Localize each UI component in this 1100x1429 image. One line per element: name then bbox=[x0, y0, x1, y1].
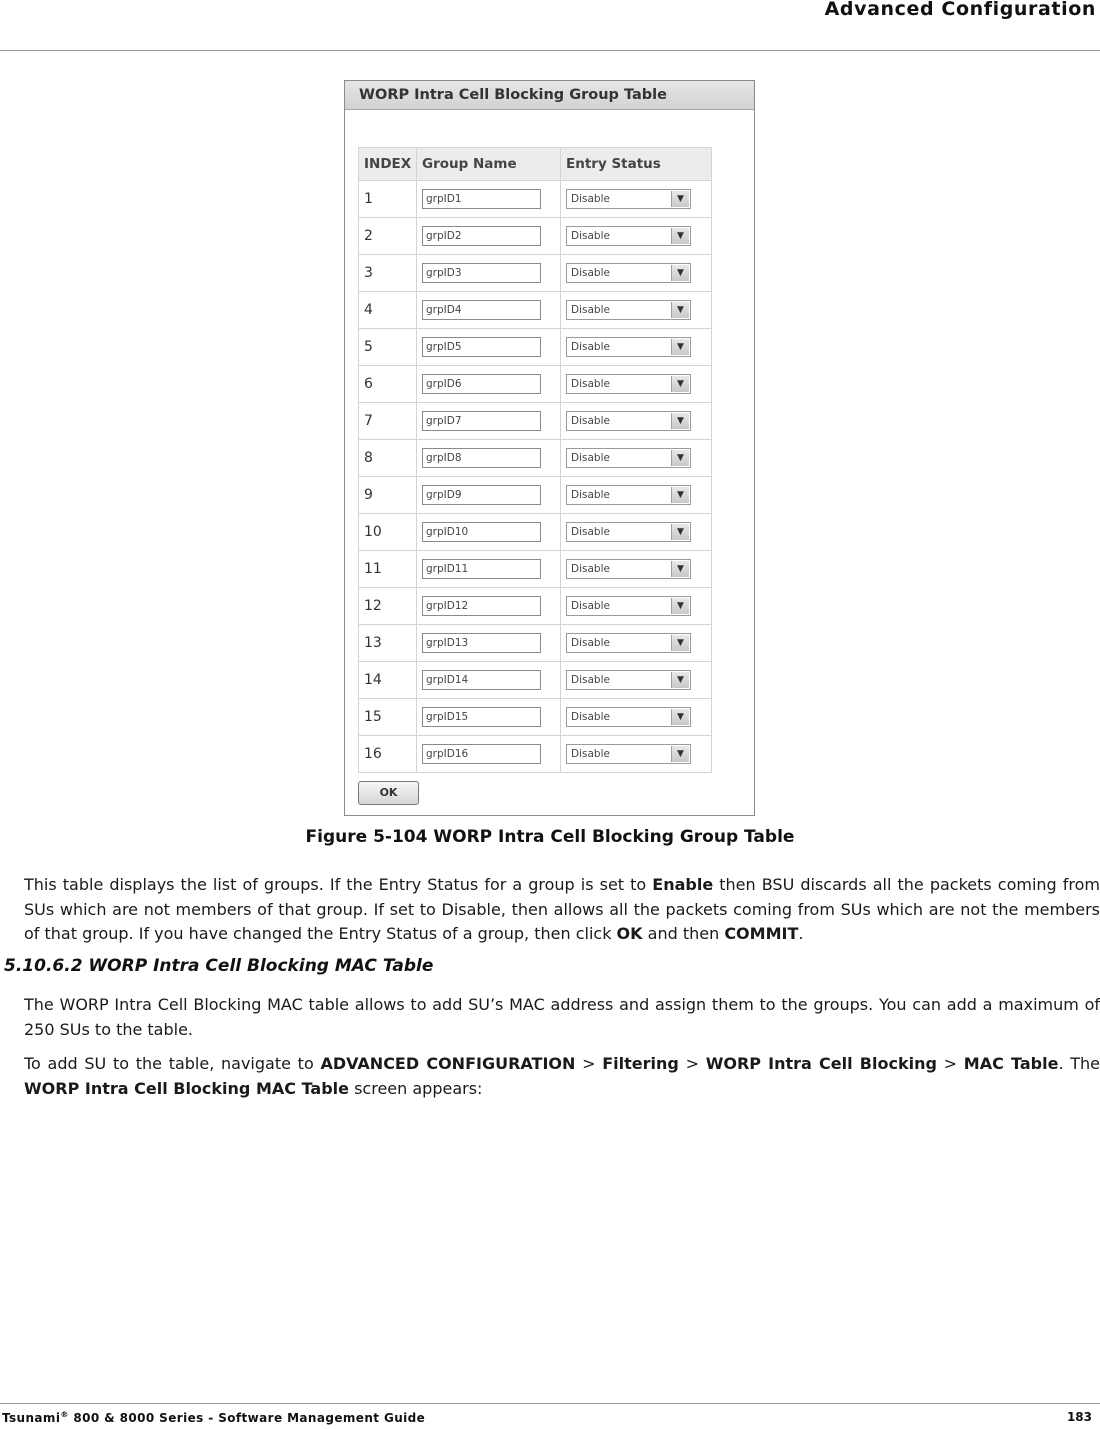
row-index: 1 bbox=[359, 181, 417, 218]
entry-status-select[interactable] bbox=[566, 522, 691, 542]
table-row bbox=[359, 255, 712, 292]
row-index: 2 bbox=[359, 218, 417, 255]
chevron-down-icon[interactable]: ▼ bbox=[671, 561, 689, 577]
text: To add SU to the table, navigate to bbox=[24, 1054, 321, 1073]
chevron-down-icon[interactable]: ▼ bbox=[671, 228, 689, 244]
table-row bbox=[359, 551, 712, 588]
group-name-cell bbox=[417, 699, 561, 736]
group-name-input[interactable]: grpID11 bbox=[422, 559, 541, 579]
group-name-cell bbox=[417, 440, 561, 477]
entry-status-cell bbox=[561, 366, 712, 403]
entry-status-cell bbox=[561, 403, 712, 440]
group-name-input[interactable]: grpID15 bbox=[422, 707, 541, 727]
table-row bbox=[359, 403, 712, 440]
entry-status-value: Disable bbox=[571, 526, 610, 538]
entry-status-select[interactable] bbox=[566, 374, 691, 394]
group-name-input[interactable]: grpID8 bbox=[422, 448, 541, 468]
chevron-down-icon[interactable]: ▼ bbox=[671, 487, 689, 503]
chevron-down-icon[interactable]: ▼ bbox=[671, 672, 689, 688]
table-row bbox=[359, 181, 712, 218]
entry-status-select[interactable] bbox=[566, 189, 691, 209]
entry-status-value: Disable bbox=[571, 230, 610, 242]
column-header-group-name: Group Name bbox=[417, 148, 561, 181]
registered-mark: ® bbox=[60, 1410, 69, 1419]
row-index: 6 bbox=[359, 366, 417, 403]
entry-status-value: Disable bbox=[571, 193, 610, 205]
group-name-input[interactable]: grpID7 bbox=[422, 411, 541, 431]
bold-text: WORP Intra Cell Blocking MAC Table bbox=[24, 1078, 349, 1098]
group-name-input[interactable]: grpID9 bbox=[422, 485, 541, 505]
chevron-down-icon[interactable]: ▼ bbox=[671, 450, 689, 466]
column-header-index: INDEX bbox=[359, 148, 417, 181]
entry-status-value: Disable bbox=[571, 267, 610, 279]
entry-status-value: Disable bbox=[571, 304, 610, 316]
row-index: 7 bbox=[359, 403, 417, 440]
section-heading: 5.10.6.2 WORP Intra Cell Blocking MAC Table bbox=[4, 956, 434, 976]
entry-status-value: Disable bbox=[571, 600, 610, 612]
bold-text: ADVANCED CONFIGURATION bbox=[320, 1054, 576, 1073]
entry-status-cell bbox=[561, 181, 712, 218]
row-index: 8 bbox=[359, 440, 417, 477]
table-row bbox=[359, 736, 712, 773]
text: This table displays the list of groups. If the Entry Status for a group is set to bbox=[24, 875, 653, 894]
group-name-cell bbox=[417, 329, 561, 366]
row-index: 11 bbox=[359, 551, 417, 588]
chevron-down-icon[interactable]: ▼ bbox=[671, 413, 689, 429]
row-index: 5 bbox=[359, 329, 417, 366]
entry-status-select[interactable] bbox=[566, 337, 691, 357]
chevron-down-icon[interactable]: ▼ bbox=[671, 598, 689, 614]
table-row bbox=[359, 366, 712, 403]
footer-guide-name: 800 & 8000 Series - Software Management Guide bbox=[68, 1411, 426, 1425]
group-name-cell bbox=[417, 736, 561, 773]
entry-status-value: Disable bbox=[571, 489, 610, 501]
chevron-down-icon[interactable]: ▼ bbox=[671, 524, 689, 540]
row-index: 3 bbox=[359, 255, 417, 292]
row-index: 10 bbox=[359, 514, 417, 551]
group-name-cell bbox=[417, 551, 561, 588]
entry-status-select[interactable] bbox=[566, 411, 691, 431]
entry-status-value: Disable bbox=[571, 452, 610, 464]
text: and then bbox=[642, 924, 725, 943]
entry-status-value: Disable bbox=[571, 674, 610, 686]
entry-status-select[interactable] bbox=[566, 300, 691, 320]
chevron-down-icon[interactable]: ▼ bbox=[671, 302, 689, 318]
bold-text: Filtering bbox=[602, 1054, 679, 1073]
entry-status-cell bbox=[561, 292, 712, 329]
group-name-input[interactable]: grpID2 bbox=[422, 226, 541, 246]
entry-status-select[interactable] bbox=[566, 670, 691, 690]
entry-status-select[interactable] bbox=[566, 263, 691, 283]
row-index: 16 bbox=[359, 736, 417, 773]
group-table bbox=[358, 147, 712, 773]
chevron-down-icon[interactable]: ▼ bbox=[671, 709, 689, 725]
mac-table-intro-paragraph: The WORP Intra Cell Blocking MAC table allows to add SU’s MAC address and assign them to the groups. You can add a maximum of 250 SUs to the table. bbox=[24, 995, 1100, 1039]
chevron-down-icon[interactable]: ▼ bbox=[671, 746, 689, 762]
group-name-input[interactable]: grpID3 bbox=[422, 263, 541, 283]
table-row bbox=[359, 699, 712, 736]
entry-status-cell bbox=[561, 551, 712, 588]
chevron-down-icon[interactable]: ▼ bbox=[671, 635, 689, 651]
group-name-cell bbox=[417, 403, 561, 440]
text: then BSU discards all the packets coming from SUs which are not members of that group. If set to Disable, then allows all the packets coming from SUs which are not the members of that group. If you have changed the Entry Status of a group, then click bbox=[24, 875, 1100, 943]
row-index: 9 bbox=[359, 477, 417, 514]
bold-text: WORP Intra Cell Blocking bbox=[705, 1054, 937, 1073]
row-index: 4 bbox=[359, 292, 417, 329]
text: screen appears: bbox=[349, 1078, 483, 1098]
table-row bbox=[359, 292, 712, 329]
group-table-panel bbox=[344, 80, 755, 816]
group-name-input[interactable]: grpID13 bbox=[422, 633, 541, 653]
table-row bbox=[359, 625, 712, 662]
bold-text: Enable bbox=[652, 875, 714, 894]
group-name-cell bbox=[417, 366, 561, 403]
table-row bbox=[359, 329, 712, 366]
entry-status-value: Disable bbox=[571, 748, 610, 760]
entry-status-cell bbox=[561, 662, 712, 699]
entry-status-cell bbox=[561, 736, 712, 773]
entry-status-value: Disable bbox=[571, 415, 610, 427]
group-name-input[interactable]: grpID6 bbox=[422, 374, 541, 394]
entry-status-select[interactable] bbox=[566, 596, 691, 616]
table-row bbox=[359, 477, 712, 514]
chevron-down-icon[interactable]: ▼ bbox=[671, 191, 689, 207]
group-name-input[interactable]: grpID12 bbox=[422, 596, 541, 616]
text: . The bbox=[1058, 1054, 1100, 1073]
group-name-cell bbox=[417, 292, 561, 329]
row-index: 15 bbox=[359, 699, 417, 736]
entry-status-cell bbox=[561, 588, 712, 625]
group-name-input[interactable]: grpID14 bbox=[422, 670, 541, 690]
header-divider bbox=[0, 50, 1100, 51]
bold-text: MAC Table bbox=[963, 1054, 1059, 1073]
entry-status-value: Disable bbox=[571, 563, 610, 575]
entry-status-select[interactable] bbox=[566, 707, 691, 727]
chevron-down-icon[interactable]: ▼ bbox=[671, 376, 689, 392]
row-index: 14 bbox=[359, 662, 417, 699]
entry-status-cell bbox=[561, 477, 712, 514]
table-row bbox=[359, 588, 712, 625]
entry-status-cell bbox=[561, 218, 712, 255]
table-header-row bbox=[359, 148, 712, 181]
figure-caption: Figure 5-104 WORP Intra Cell Blocking Group Table bbox=[305, 827, 795, 847]
group-name-cell bbox=[417, 255, 561, 292]
entry-status-select[interactable] bbox=[566, 559, 691, 579]
group-name-cell bbox=[417, 514, 561, 551]
group-name-cell bbox=[417, 588, 561, 625]
group-name-input[interactable]: grpID1 bbox=[422, 189, 541, 209]
bold-text: OK bbox=[616, 924, 643, 943]
bold-text: COMMIT bbox=[724, 924, 799, 943]
group-name-cell bbox=[417, 662, 561, 699]
entry-status-value: Disable bbox=[571, 341, 610, 353]
group-name-cell bbox=[417, 218, 561, 255]
entry-status-value: Disable bbox=[571, 637, 610, 649]
table-row bbox=[359, 662, 712, 699]
entry-status-select[interactable] bbox=[566, 226, 691, 246]
footer-guide-title bbox=[2, 1410, 425, 1425]
chevron-down-icon[interactable]: ▼ bbox=[671, 339, 689, 355]
table-row bbox=[359, 514, 712, 551]
table-row bbox=[359, 440, 712, 477]
group-name-cell bbox=[417, 477, 561, 514]
entry-status-cell bbox=[561, 329, 712, 366]
chevron-down-icon[interactable]: ▼ bbox=[671, 265, 689, 281]
panel-title: WORP Intra Cell Blocking Group Table bbox=[345, 81, 754, 110]
group-name-input[interactable]: grpID16 bbox=[422, 744, 541, 764]
text: > bbox=[936, 1054, 964, 1073]
group-name-input[interactable]: grpID4 bbox=[422, 300, 541, 320]
group-name-input[interactable]: grpID5 bbox=[422, 337, 541, 357]
entry-status-cell bbox=[561, 514, 712, 551]
entry-status-cell bbox=[561, 440, 712, 477]
page-header-title: Advanced Configuration bbox=[824, 0, 1096, 20]
entry-status-select[interactable] bbox=[566, 744, 691, 764]
entry-status-value: Disable bbox=[571, 378, 610, 390]
row-index: 13 bbox=[359, 625, 417, 662]
entry-status-value: Disable bbox=[571, 711, 610, 723]
entry-status-select[interactable] bbox=[566, 485, 691, 505]
entry-status-select[interactable] bbox=[566, 448, 691, 468]
footer-product: Tsunami bbox=[2, 1411, 61, 1425]
ok-button[interactable]: OK bbox=[358, 781, 419, 805]
entry-status-cell bbox=[561, 625, 712, 662]
row-index: 12 bbox=[359, 588, 417, 625]
column-header-entry-status: Entry Status bbox=[561, 148, 712, 181]
group-name-cell bbox=[417, 181, 561, 218]
navigation-paragraph bbox=[24, 1052, 1100, 1101]
table-row bbox=[359, 218, 712, 255]
entry-status-select[interactable] bbox=[566, 633, 691, 653]
text: > bbox=[678, 1054, 706, 1073]
entry-status-cell bbox=[561, 255, 712, 292]
entry-status-cell bbox=[561, 699, 712, 736]
page-number: 183 bbox=[1066, 1410, 1092, 1424]
description-paragraph bbox=[24, 873, 1100, 947]
text: > bbox=[575, 1054, 603, 1073]
footer-divider bbox=[0, 1403, 1100, 1404]
group-name-input[interactable]: grpID10 bbox=[422, 522, 541, 542]
group-name-cell bbox=[417, 625, 561, 662]
text: . bbox=[798, 924, 804, 943]
